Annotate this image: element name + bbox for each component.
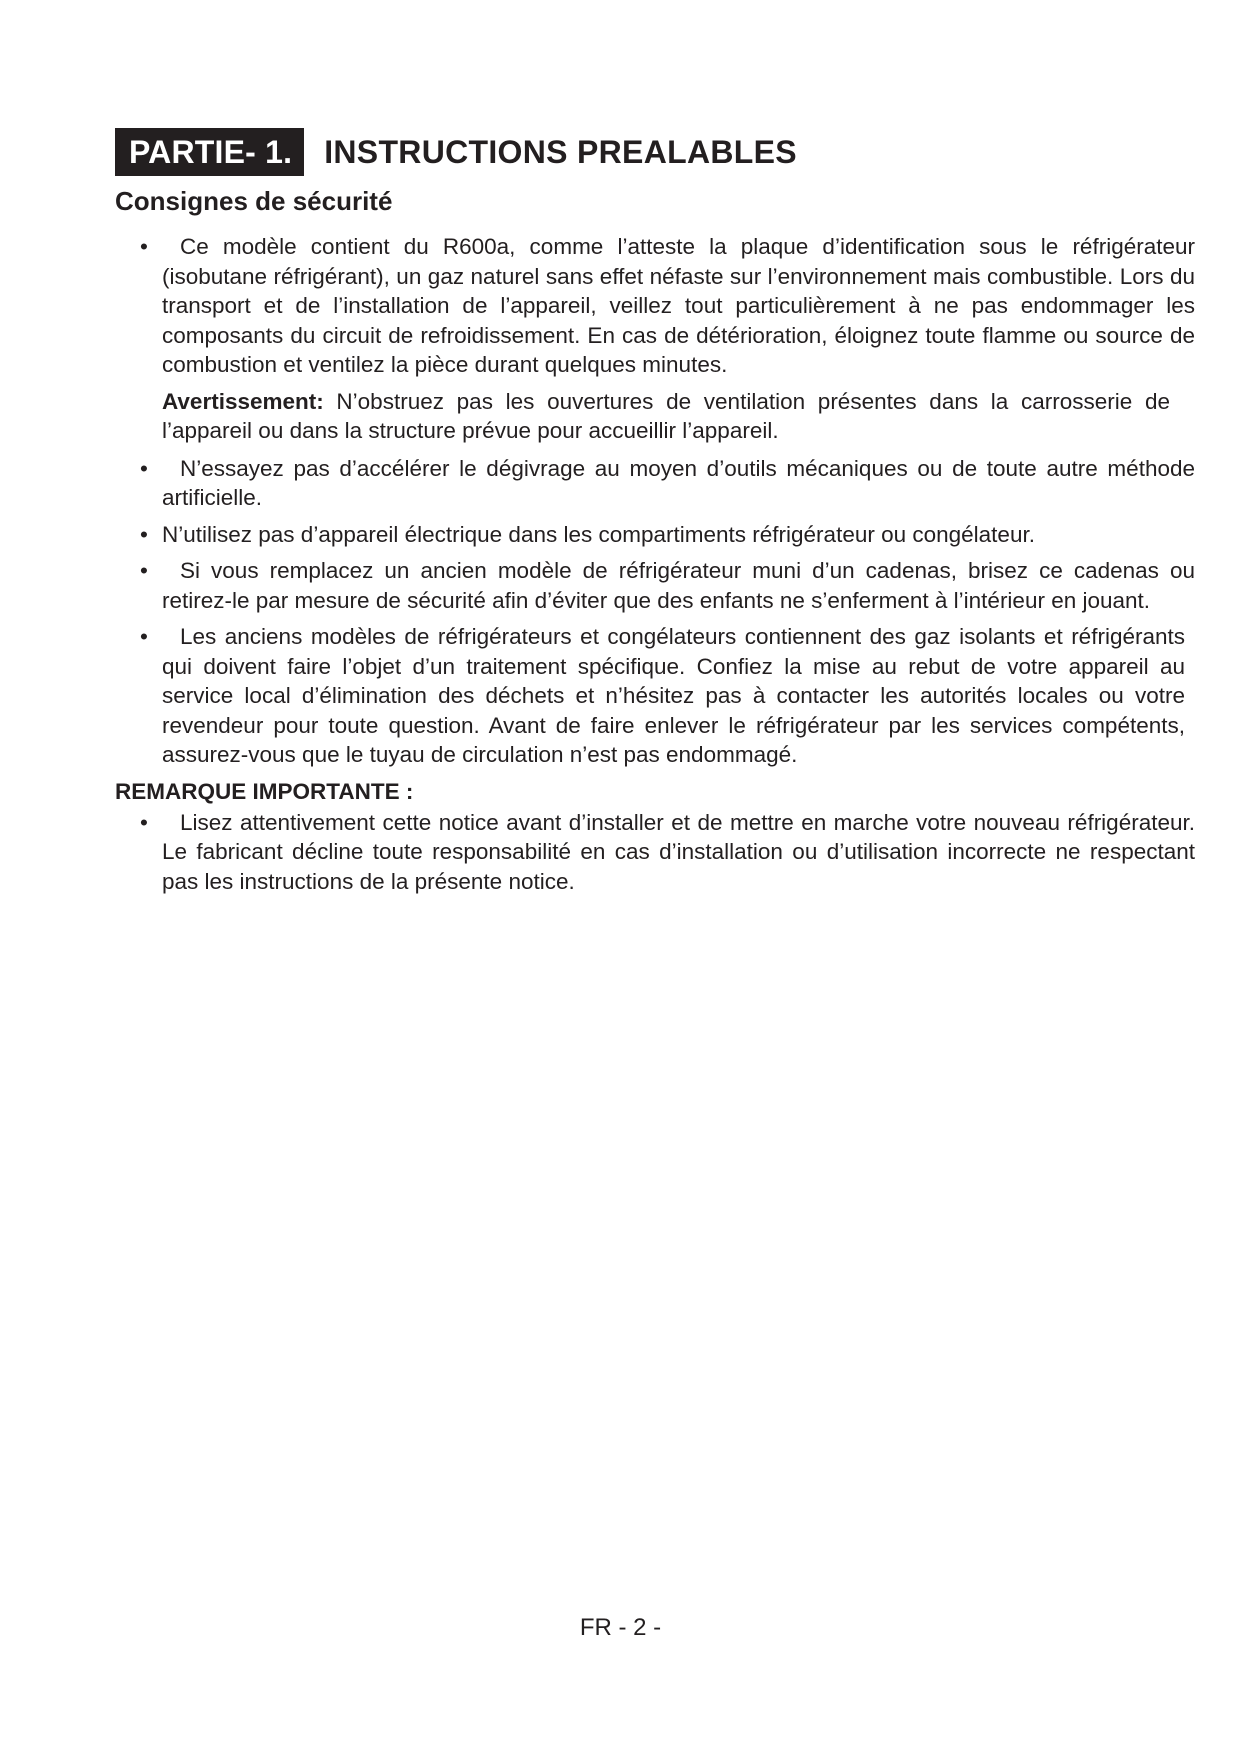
bullet-icon: • [140,624,148,649]
safety-item-text: Ce modèle contient du R600a, comme l’atteste la plaque d’identification sous le réfrigérateur (isobutane réfrigérant), un gaz naturel sans effet néfaste sur l’environnement mais combustible. Lors du transport et de l’installation de l’appareil, veillez tout particulièrement à ne pas endommager les composants du circuit de refroidissement. En cas de détérioration, éloignez toute flamme ou source de combustion et ventilez la pièce durant quelques minutes. [162,234,1195,377]
safety-item-text: Si vous remplacez un ancien modèle de réfrigérateur muni d’un cadenas, brisez ce cadenas ou retirez-le par mesure de sécurité afin d’éviter que des enfants ne s’enferment à l’intérieur en jouant. [162,558,1195,613]
part-header [115,128,797,176]
bullet-icon: • [140,809,148,835]
part-badge: PARTIE- 1. [115,128,304,176]
list-item [115,808,1195,897]
warning-text: N’obstruez pas les ouvertures de ventilation présentes dans la carrosserie de l’appareil ou dans la structure prévue pour accueillir l’appareil. [162,388,1170,443]
safety-item-text: N’essayez pas d’accélérer le dégivrage au moyen d’outils mécaniques ou de toute autre méthode artificielle. [162,455,1195,510]
part-title: INSTRUCTIONS PREALABLES [324,133,797,170]
list-item [115,232,1195,380]
bullet-icon: • [140,455,148,481]
bullet-icon: • [140,558,148,583]
list-item [115,556,1195,615]
safety-item-text: N’utilisez pas d’appareil électrique dans les compartiments réfrigérateur ou congélateur. [162,521,1035,547]
safety-item-text: Les anciens modèles de réfrigérateurs et congélateurs contiennent des gaz isolants et réfrigérants qui doivent faire l’objet d’un traitement spécifique. Confiez la mise au rebut de votre appareil au service local d’élimination des déchets et n’hésitez pas à contacter les autorités locales ou votre revendeur pour toute question. Avant de faire enlever le réfrigérateur par les services compétents, assurez-vous que le tuyau de circulation n’est pas endommagé. [162,624,1185,767]
warning-paragraph [115,387,1170,446]
content [115,232,1195,903]
page-number: FR - 2 - [579,1614,662,1641]
remark-title: REMARQUE IMPORTANTE : [115,778,414,804]
section-title: Consignes de sécurité [115,186,393,216]
list-item [115,520,1195,550]
bullet-icon: • [140,521,148,547]
remark-item-text: Lisez attentivement cette notice avant d’installer et de mettre en marche votre nouveau réfrigérateur. Le fabricant décline toute responsabilité en cas d’installation ou d’utilisation incorrecte ne respectant pas les instructions de la présente notice. [162,809,1195,894]
list-item [115,454,1195,513]
list-item [115,622,1185,770]
warning-label: Avertissement: [162,388,324,414]
bullet-icon: • [140,234,148,259]
